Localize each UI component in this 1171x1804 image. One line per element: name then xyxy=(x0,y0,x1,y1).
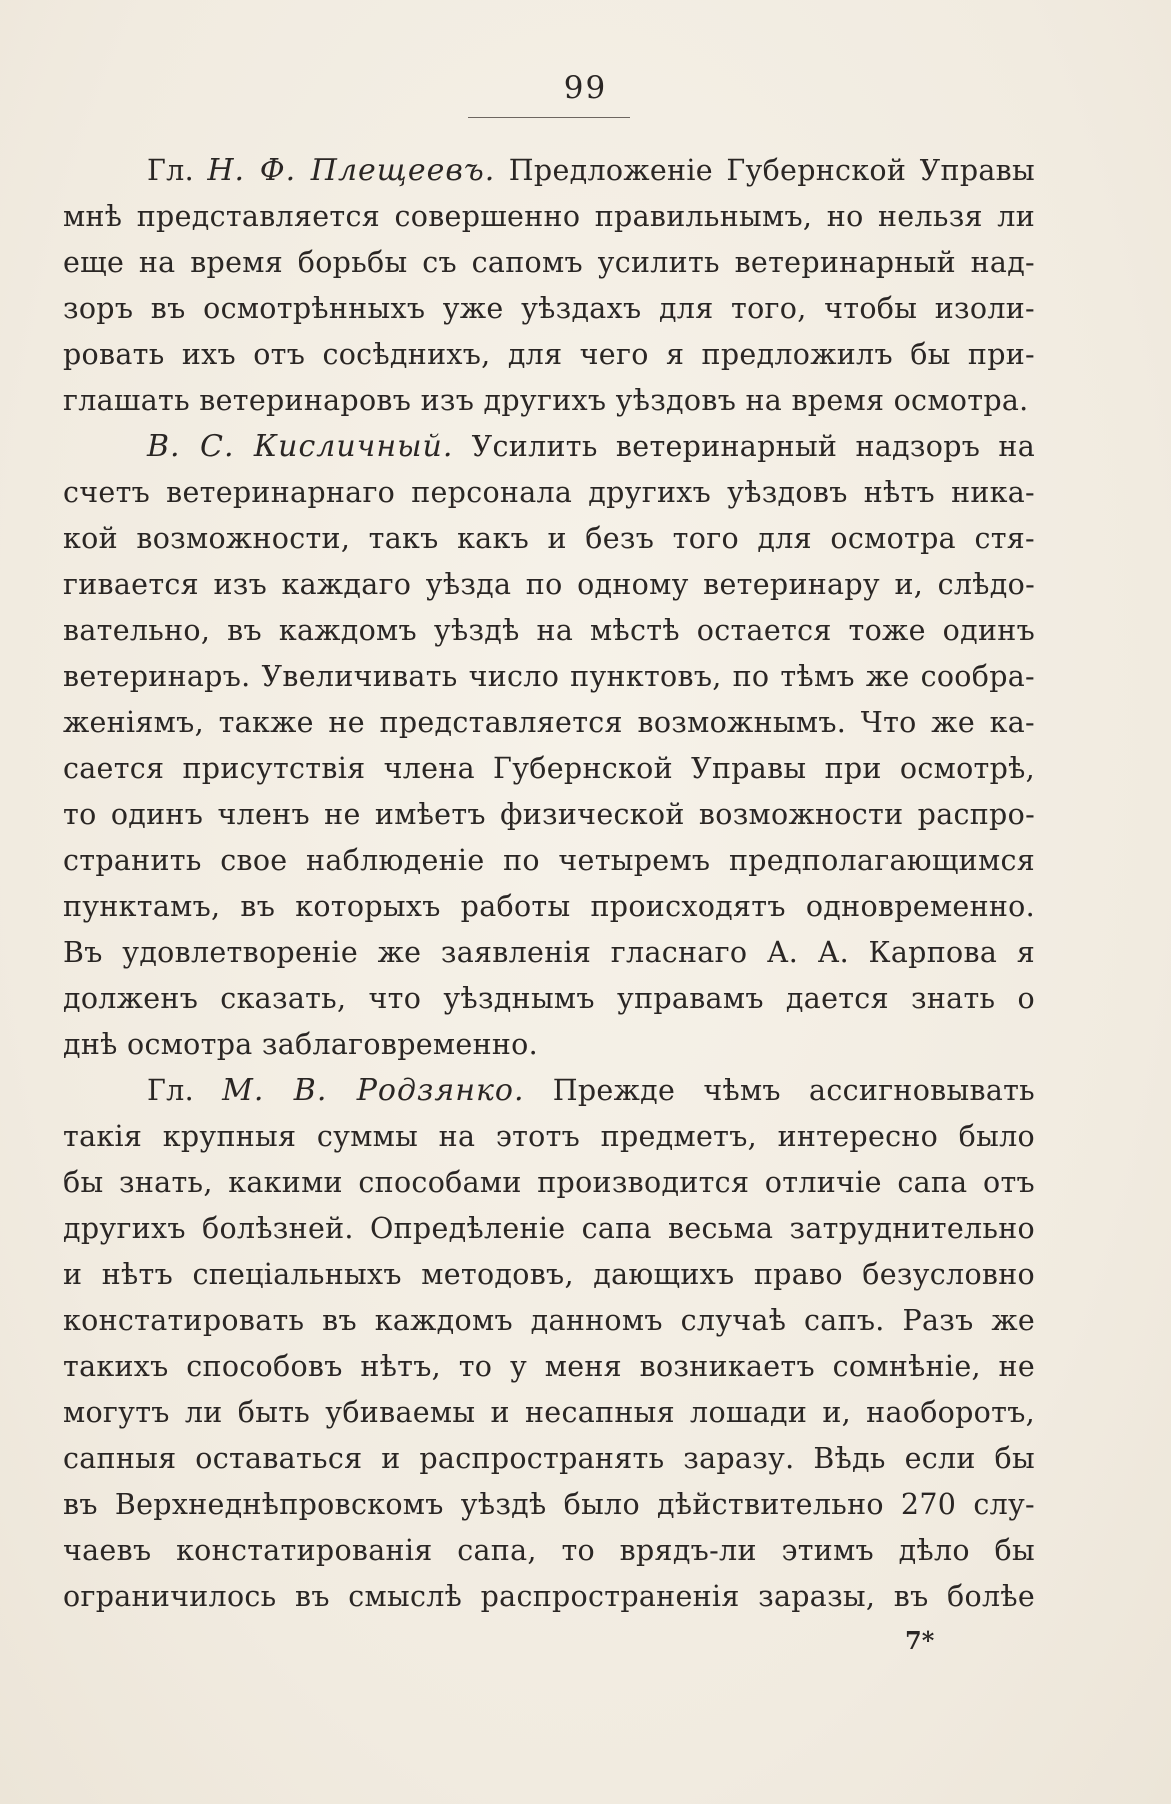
text-line: женіямъ, также не представляется возможнымъ. Что же ка- xyxy=(63,706,1035,739)
line-text: Прежде чѣмъ ассигновывать xyxy=(524,1074,1036,1107)
text-line: счетъ ветеринарнаго персонала другихъ уѣздовъ нѣтъ ника- xyxy=(63,476,1035,509)
text-line: такія крупныя суммы на этотъ предметъ, интересно было xyxy=(63,1120,1035,1153)
speaker-name: Н. Ф. Плещеевъ. xyxy=(207,153,496,188)
page-number: 99 xyxy=(563,70,608,106)
speaker-prefix: Гл. xyxy=(147,154,208,187)
text-line: въ Верхнеднѣпровскомъ уѣздѣ было дѣйствительно 270 слу- xyxy=(63,1488,1035,1521)
speaker-name: В. С. Кисличный. xyxy=(147,429,454,464)
text-line: сапныя оставаться и распространять заразу. Вѣдь если бы xyxy=(63,1442,1035,1475)
signature-mark: 7* xyxy=(905,1626,935,1655)
text-line: странить свое наблюденіе по четыремъ предполагающимся xyxy=(63,844,1035,877)
text-line: констатировать въ каждомъ данномъ случаѣ сапъ. Разъ же xyxy=(63,1304,1035,1337)
text-line: зоръ въ осмотрѣнныхъ уже уѣздахъ для того, чтобы изоли- xyxy=(63,292,1035,325)
text-line: такихъ способовъ нѣтъ, то у меня возникаетъ сомнѣніе, не xyxy=(63,1350,1035,1383)
text-line: сается присутствія члена Губернской Управы при осмотрѣ, xyxy=(63,752,1035,785)
text-line: глашать ветеринаровъ изъ другихъ уѣздовъ на время осмотра. xyxy=(63,384,1029,417)
text-line: Въ удовлетвореніе же заявленія гласнаго А. А. Карпова я xyxy=(63,936,1035,969)
text-line: долженъ сказать, что уѣзднымъ управамъ дается знать о xyxy=(63,982,1035,1015)
text-line: ограничилось въ смыслѣ распространенія заразы, въ болѣе xyxy=(63,1580,1035,1613)
paragraph-2-line-1 xyxy=(63,424,1035,470)
text-line: пунктамъ, въ которыхъ работы происходятъ одновременно. xyxy=(63,890,1035,923)
text-line: ветеринаръ. Увеличивать число пунктовъ, по тѣмъ же сообра- xyxy=(63,660,1035,693)
header-rule xyxy=(468,117,630,118)
body-text xyxy=(63,148,1035,1620)
text-line: вательно, въ каждомъ уѣздѣ на мѣстѣ остается тоже одинъ xyxy=(63,614,1035,647)
line-text: Усилить ветеринарный надзоръ на xyxy=(453,430,1036,463)
text-line: могутъ ли быть убиваемы и несапныя лошади и, наоборотъ, xyxy=(63,1396,1035,1429)
speaker-name: М. В. Родзянко. xyxy=(222,1073,525,1108)
paragraph-1-line-1 xyxy=(63,148,1035,194)
text-line: днѣ осмотра заблаговременно. xyxy=(63,1028,538,1061)
text-line: ровать ихъ отъ сосѣднихъ, для чего я предложилъ бы при- xyxy=(63,338,1035,371)
paragraph-3-line-1 xyxy=(63,1068,1035,1114)
text-line: мнѣ представляется совершенно правильнымъ, но нельзя ли xyxy=(63,200,1035,233)
text-line: чаевъ констатированія сапа, то врядъ-ли этимъ дѣло бы xyxy=(63,1534,1035,1567)
text-line: кой возможности, такъ какъ и безъ того для осмотра стя- xyxy=(63,522,1035,555)
text-line: другихъ болѣзней. Опредѣленіе сапа весьма затруднительно xyxy=(63,1212,1035,1245)
speaker-prefix: Гл. xyxy=(147,1074,223,1107)
text-line: гивается изъ каждаго уѣзда по одному ветеринару и, слѣдо- xyxy=(63,568,1035,601)
line-text: Предложеніе Губернской Управы xyxy=(495,154,1035,187)
text-line: и нѣтъ спеціальныхъ методовъ, дающихъ право безусловно xyxy=(63,1258,1035,1291)
text-line: то одинъ членъ не имѣетъ физической возможности распро- xyxy=(63,798,1035,831)
text-line: еще на время борьбы съ сапомъ усилить ветеринарный над- xyxy=(63,246,1035,279)
text-line: бы знать, какими способами производится отличіе сапа отъ xyxy=(63,1166,1035,1199)
